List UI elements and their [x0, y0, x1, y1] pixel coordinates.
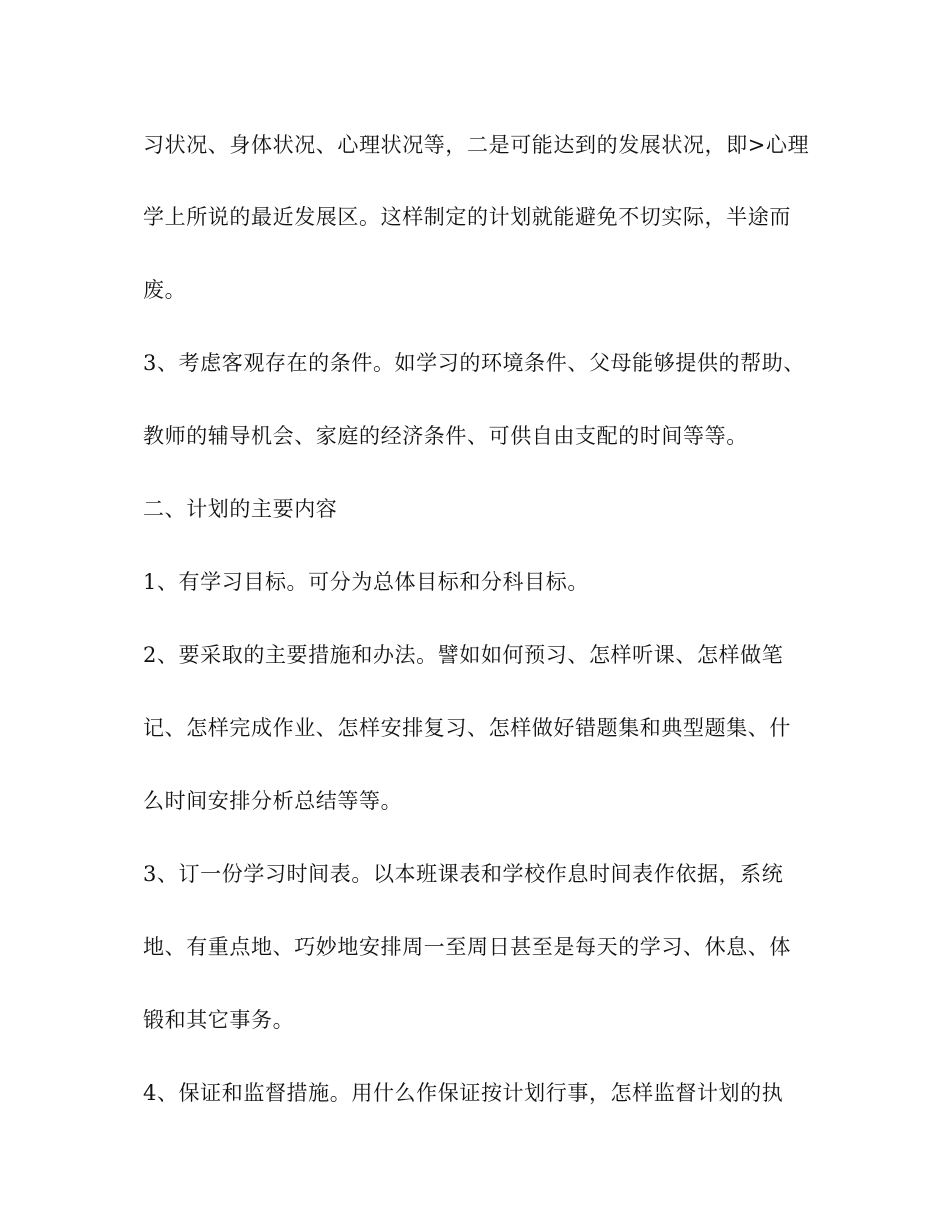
paragraph-line: 1、有学习目标。可分为总体目标和分科目标。 — [143, 570, 589, 594]
paragraph-line: 4、保证和监督措施。用什么作保证按计划行事，怎样监督计划的执 — [143, 1081, 784, 1105]
paragraph-line: 学上所说的最近发展区。这样制定的计划就能避免不切实际，半途而 — [143, 205, 791, 229]
paragraph-line: 3、订一份学习时间表。以本班课表和学校作息时间表作依据，系统 — [143, 862, 784, 886]
paragraph-line: 地、有重点地、巧妙地安排周一至周日甚至是每天的学习、休息、体 — [143, 935, 791, 959]
paragraph-line: 废。 — [143, 278, 187, 302]
paragraph-line: 3、考虑客观存在的条件。如学习的环境条件、父母能够提供的帮助、 — [143, 351, 805, 375]
paragraph-line: 锻和其它事务。 — [143, 1008, 295, 1032]
paragraph-line: 2、要采取的主要措施和办法。譬如如何预习、怎样听课、怎样做笔 — [143, 643, 784, 667]
paragraph-line: 么时间安排分析总结等等。 — [143, 789, 403, 813]
paragraph-line: 习状况、身体状况、心理状况等，二是可能达到的发展状况，即>心理 — [143, 133, 810, 157]
paragraph-line: 教师的辅导机会、家庭的经济条件、可供自由支配的时间等等。 — [143, 424, 748, 448]
paragraph-line: 记、怎样完成作业、怎样安排复习、怎样做好错题集和典型题集、什 — [143, 716, 791, 740]
section-heading: 二、计划的主要内容 — [143, 497, 338, 521]
